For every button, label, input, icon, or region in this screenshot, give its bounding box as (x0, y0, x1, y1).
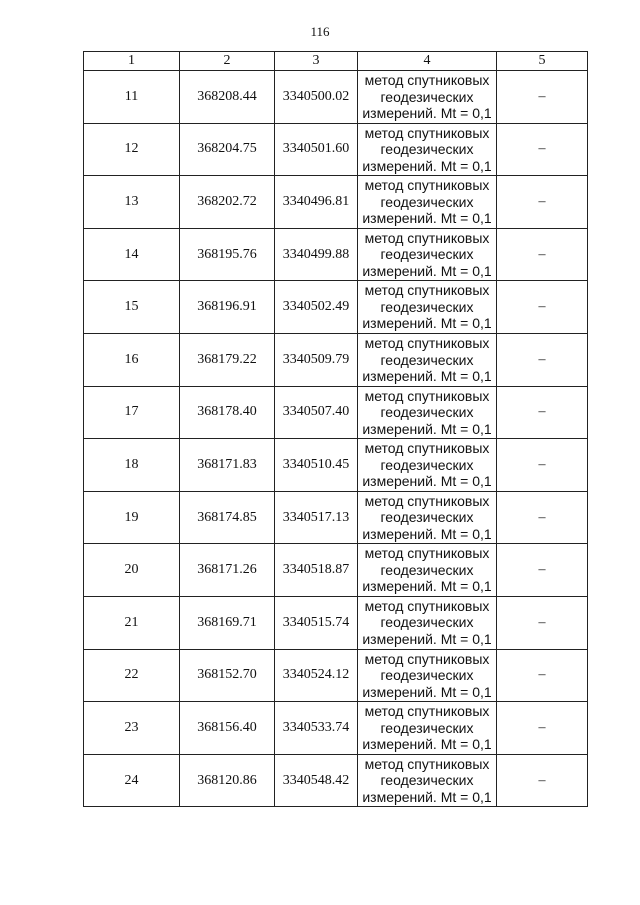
table-row (84, 281, 588, 334)
table-row (84, 702, 588, 755)
header-col-4: 4 (358, 52, 497, 71)
method-line: измерений. Mt = 0,1 (362, 420, 492, 437)
method-line: измерений. Mt = 0,1 (362, 210, 492, 227)
coordinate-y: 3340502.49 (275, 281, 358, 334)
method-line: измерений. Mt = 0,1 (362, 525, 492, 542)
method-line: метод спутниковых (364, 177, 490, 194)
page-number: 116 (310, 24, 330, 39)
point-number: 11 (84, 71, 180, 124)
coordinate-y: 3340501.60 (275, 123, 358, 176)
note-cell: – (497, 176, 588, 229)
point-number: 19 (84, 491, 180, 544)
coordinate-x: 368174.85 (180, 491, 275, 544)
coordinates-table (83, 51, 588, 807)
method-cell (358, 71, 497, 124)
method-line: измерений. Mt = 0,1 (362, 736, 492, 753)
table-row (84, 754, 588, 807)
method-cell (358, 754, 497, 807)
method-cell (358, 281, 497, 334)
method-line: геодезических (380, 88, 474, 105)
method-line: геодезических (380, 404, 474, 421)
point-number: 12 (84, 123, 180, 176)
coordinate-y: 3340499.88 (275, 228, 358, 281)
coordinate-x: 368195.76 (180, 228, 275, 281)
table-row (84, 544, 588, 597)
method-line: метод спутниковых (364, 597, 490, 614)
method-line: измерений. Mt = 0,1 (362, 630, 492, 647)
method-cell (358, 228, 497, 281)
method-cell (358, 123, 497, 176)
method-line: измерений. Mt = 0,1 (362, 473, 492, 490)
point-number: 21 (84, 596, 180, 649)
coordinate-y: 3340507.40 (275, 386, 358, 439)
point-number: 24 (84, 754, 180, 807)
header-col-2: 2 (180, 52, 275, 71)
coordinate-y: 3340518.87 (275, 544, 358, 597)
point-number: 17 (84, 386, 180, 439)
coordinate-x: 368156.40 (180, 702, 275, 755)
point-number: 13 (84, 176, 180, 229)
method-line: геодезических (380, 456, 474, 473)
method-cell (358, 649, 497, 702)
coordinate-y: 3340548.42 (275, 754, 358, 807)
coordinate-y: 3340496.81 (275, 176, 358, 229)
method-line: метод спутниковых (364, 229, 490, 246)
method-line: измерений. Mt = 0,1 (362, 368, 492, 385)
method-line: геодезических (380, 141, 474, 158)
method-line: измерений. Mt = 0,1 (362, 105, 492, 122)
method-line: измерений. Mt = 0,1 (362, 788, 492, 805)
method-line: метод спутниковых (364, 755, 490, 772)
coordinate-y: 3340524.12 (275, 649, 358, 702)
note-cell: – (497, 71, 588, 124)
table-header-row (84, 52, 588, 71)
coordinate-x: 368120.86 (180, 754, 275, 807)
coordinate-x: 368202.72 (180, 176, 275, 229)
coordinate-x: 368196.91 (180, 281, 275, 334)
point-number: 16 (84, 333, 180, 386)
coordinate-x: 368171.83 (180, 439, 275, 492)
table-row (84, 649, 588, 702)
note-cell: – (497, 754, 588, 807)
method-line: геодезических (380, 667, 474, 684)
method-line: измерений. Mt = 0,1 (362, 157, 492, 174)
method-line: геодезических (380, 509, 474, 526)
method-line: метод спутниковых (364, 492, 490, 509)
table-row (84, 228, 588, 281)
method-line: геодезических (380, 246, 474, 263)
coordinate-x: 368169.71 (180, 596, 275, 649)
method-cell (358, 596, 497, 649)
note-cell: – (497, 596, 588, 649)
coordinate-y: 3340517.13 (275, 491, 358, 544)
method-cell (358, 702, 497, 755)
method-line: метод спутниковых (364, 387, 490, 404)
coordinate-x: 368152.70 (180, 649, 275, 702)
coordinate-y: 3340533.74 (275, 702, 358, 755)
method-line: геодезических (380, 561, 474, 578)
method-cell (358, 439, 497, 492)
note-cell: – (497, 491, 588, 544)
note-cell: – (497, 544, 588, 597)
coordinate-x: 368208.44 (180, 71, 275, 124)
method-line: измерений. Mt = 0,1 (362, 262, 492, 279)
note-cell: – (497, 386, 588, 439)
note-cell: – (497, 439, 588, 492)
header-col-1: 1 (84, 52, 180, 71)
coordinate-y: 3340510.45 (275, 439, 358, 492)
method-cell (358, 544, 497, 597)
method-cell (358, 491, 497, 544)
method-line: геодезических (380, 614, 474, 631)
note-cell: – (497, 228, 588, 281)
method-line: метод спутниковых (364, 650, 490, 667)
table-row (84, 71, 588, 124)
table-row (84, 123, 588, 176)
table-row (84, 386, 588, 439)
header-col-3: 3 (275, 52, 358, 71)
method-line: метод спутниковых (364, 545, 490, 562)
method-line: измерений. Mt = 0,1 (362, 683, 492, 700)
method-cell (358, 386, 497, 439)
method-line: геодезических (380, 719, 474, 736)
method-line: метод спутниковых (364, 124, 490, 141)
method-line: измерений. Mt = 0,1 (362, 315, 492, 332)
method-line: метод спутниковых (364, 72, 490, 89)
note-cell: – (497, 333, 588, 386)
method-cell (358, 176, 497, 229)
method-line: метод спутниковых (364, 282, 490, 299)
point-number: 18 (84, 439, 180, 492)
point-number: 14 (84, 228, 180, 281)
method-line: геодезических (380, 351, 474, 368)
method-line: геодезических (380, 772, 474, 789)
table-row (84, 439, 588, 492)
table-row (84, 491, 588, 544)
coordinate-x: 368204.75 (180, 123, 275, 176)
method-line: метод спутниковых (364, 440, 490, 457)
point-number: 23 (84, 702, 180, 755)
table-body (84, 71, 588, 807)
point-number: 15 (84, 281, 180, 334)
method-cell (358, 333, 497, 386)
coordinate-x: 368178.40 (180, 386, 275, 439)
point-number: 22 (84, 649, 180, 702)
coordinate-y: 3340515.74 (275, 596, 358, 649)
point-number: 20 (84, 544, 180, 597)
table-row (84, 333, 588, 386)
table-row (84, 596, 588, 649)
note-cell: – (497, 702, 588, 755)
note-cell: – (497, 123, 588, 176)
method-line: измерений. Mt = 0,1 (362, 578, 492, 595)
table-row (84, 176, 588, 229)
method-line: геодезических (380, 298, 474, 315)
coordinate-x: 368179.22 (180, 333, 275, 386)
note-cell: – (497, 649, 588, 702)
method-line: геодезических (380, 193, 474, 210)
coordinate-y: 3340500.02 (275, 71, 358, 124)
coordinate-x: 368171.26 (180, 544, 275, 597)
coordinate-y: 3340509.79 (275, 333, 358, 386)
note-cell: – (497, 281, 588, 334)
header-col-5: 5 (497, 52, 588, 71)
method-line: метод спутниковых (364, 703, 490, 720)
method-line: метод спутниковых (364, 335, 490, 352)
